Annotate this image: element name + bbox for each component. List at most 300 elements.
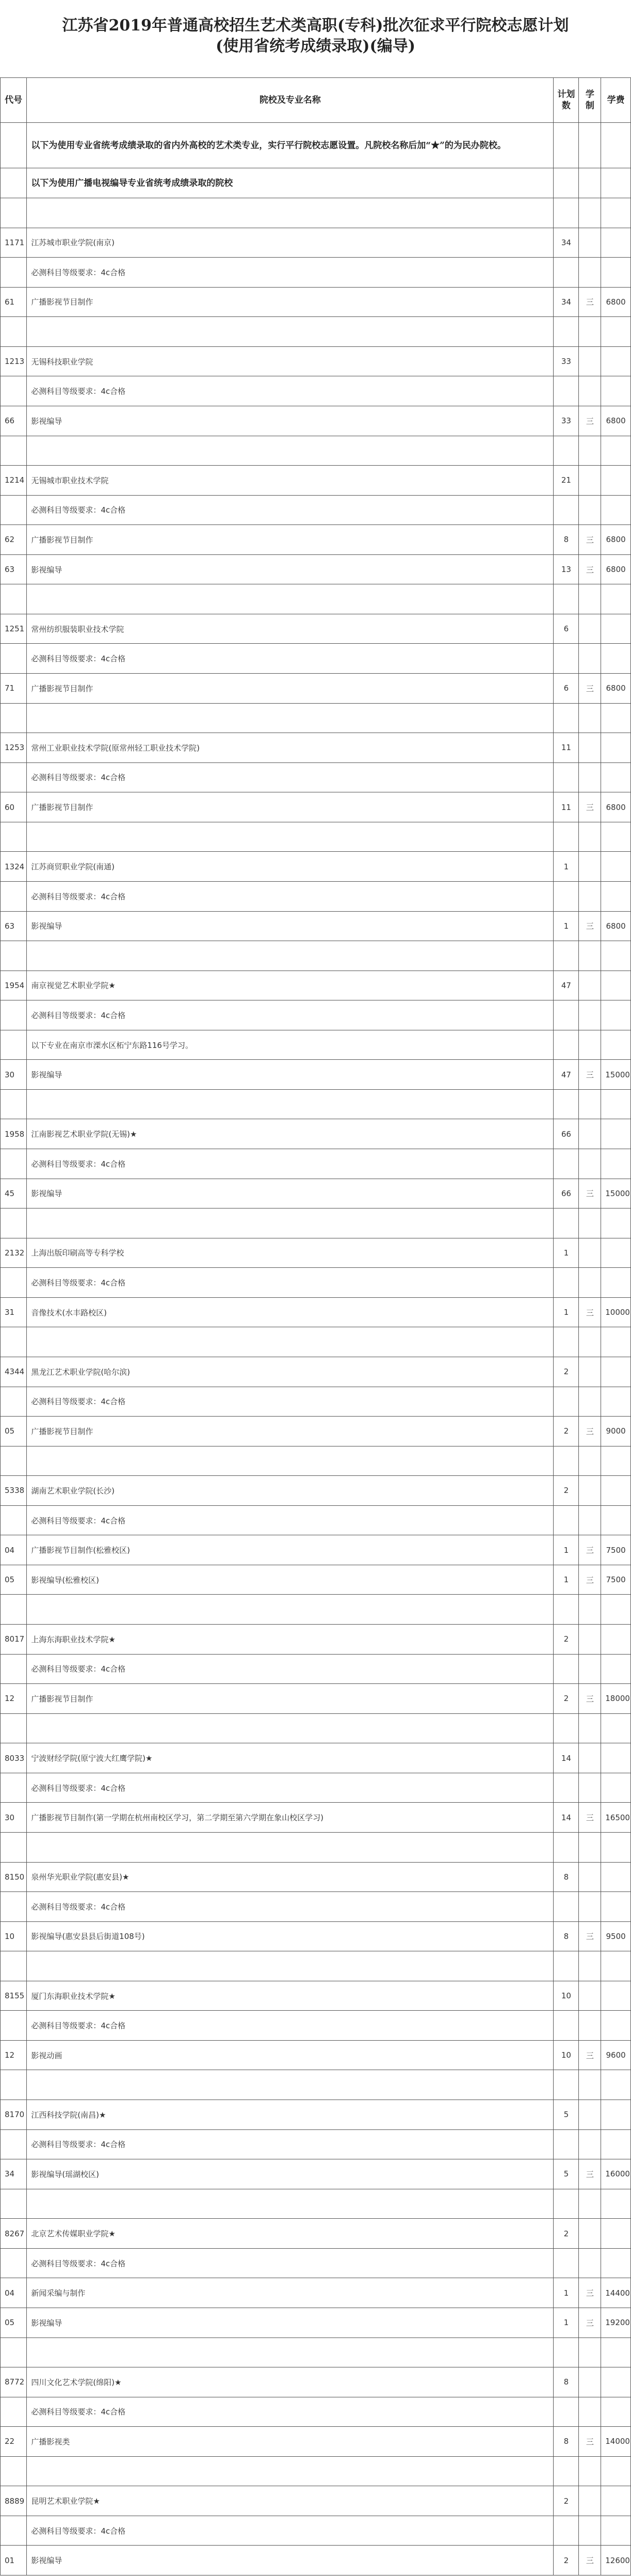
fee-cell: 10000	[601, 1297, 631, 1327]
fee-cell	[601, 1713, 631, 1743]
plan-count-cell	[554, 1832, 579, 1862]
fee-cell	[601, 2189, 631, 2219]
table-row	[1, 762, 631, 792]
plan-count-cell	[554, 1209, 579, 1238]
plan-count-cell	[554, 1089, 579, 1119]
table-row	[1, 258, 631, 288]
name-cell: 影视编导(惠安县县后街道108号)	[27, 1921, 554, 1951]
name-cell: 广播影视节目制作(松雅校区)	[27, 1535, 554, 1565]
table-row	[1, 2397, 631, 2427]
table-row	[1, 1505, 631, 1535]
name-cell: 必测科目等级要求：4c合格	[27, 881, 554, 911]
plan-count-cell: 1	[554, 1238, 579, 1268]
title-line-2: (使用省统考成绩录取)(编导)	[216, 37, 415, 55]
years-cell	[579, 971, 601, 1000]
table-row	[1, 911, 631, 941]
fee-cell	[601, 1862, 631, 1892]
table-row	[1, 2516, 631, 2546]
code-cell	[1, 198, 27, 228]
table-row	[1, 1832, 631, 1862]
note-cell	[601, 168, 631, 198]
table-row	[1, 1535, 631, 1565]
code-cell	[1, 1030, 27, 1060]
fee-cell	[601, 1149, 631, 1179]
code-cell	[1, 584, 27, 614]
fee-cell: 19200	[601, 2308, 631, 2338]
name-cell	[27, 941, 554, 971]
years-cell	[579, 1357, 601, 1387]
fee-cell	[601, 762, 631, 792]
code-cell: 31	[1, 1297, 27, 1327]
years-cell	[579, 584, 601, 614]
table-row	[1, 733, 631, 763]
table-row	[1, 1625, 631, 1655]
table-row	[1, 1921, 631, 1951]
years-cell	[579, 198, 601, 228]
plan-count-cell: 47	[554, 1060, 579, 1090]
code-cell: 8155	[1, 1981, 27, 2011]
years-cell	[579, 258, 601, 288]
note-broadcast-directing: 以下为使用广播电视编导专业省统考成绩录取的院校	[27, 168, 554, 198]
name-cell: 必测科目等级要求：4c合格	[27, 2129, 554, 2159]
years-cell	[579, 1476, 601, 1506]
code-cell: 60	[1, 792, 27, 822]
table-row	[1, 1773, 631, 1803]
note-cell	[579, 168, 601, 198]
name-cell: 四川文化艺术学院(绵阳)★	[27, 2367, 554, 2397]
plan-count-cell: 1	[554, 852, 579, 882]
name-cell: 影视编导	[27, 911, 554, 941]
fee-cell	[601, 2397, 631, 2427]
plan-count-cell: 66	[554, 1119, 579, 1149]
code-cell: 30	[1, 1803, 27, 1833]
name-cell: 必测科目等级要求：4c合格	[27, 2248, 554, 2278]
plan-count-cell: 2	[554, 1417, 579, 1446]
fee-cell: 9600	[601, 2040, 631, 2070]
name-cell: 必测科目等级要求：4c合格	[27, 1773, 554, 1803]
table-row	[1, 1149, 631, 1179]
table-row	[1, 941, 631, 971]
fee-cell	[601, 1951, 631, 1981]
name-cell: 昆明艺术职业学院★	[27, 2486, 554, 2516]
name-cell: 必测科目等级要求：4c合格	[27, 1268, 554, 1298]
code-cell: 1958	[1, 1119, 27, 1149]
fee-cell: 6800	[601, 525, 631, 555]
fee-cell	[601, 2486, 631, 2516]
years-cell	[579, 1268, 601, 1298]
code-cell	[1, 1149, 27, 1179]
table-row	[1, 852, 631, 882]
fee-cell: 6800	[601, 406, 631, 436]
years-cell: 三	[579, 1297, 601, 1327]
table-row	[1, 198, 631, 228]
plan-count-cell	[554, 1595, 579, 1625]
name-cell: 广播影视节目制作(第一学期在杭州南校区学习，第二学期至第六学期在象山校区学习)	[27, 1803, 554, 1833]
code-cell	[1, 1505, 27, 1535]
name-cell: 必测科目等级要求：4c合格	[27, 2011, 554, 2041]
years-cell	[579, 2070, 601, 2100]
table-row	[1, 317, 631, 347]
table-row	[1, 2546, 631, 2575]
table-row	[1, 1565, 631, 1595]
table-row	[1, 1268, 631, 1298]
code-cell: 8033	[1, 1743, 27, 1773]
name-cell: 广播影视节目制作	[27, 1684, 554, 1714]
years-cell	[579, 1773, 601, 1803]
table-row	[1, 614, 631, 644]
years-cell	[579, 495, 601, 525]
years-cell	[579, 1149, 601, 1179]
years-cell: 三	[579, 674, 601, 704]
years-cell	[579, 466, 601, 496]
code-cell: 8017	[1, 1625, 27, 1655]
plan-count-cell: 8	[554, 1921, 579, 1951]
code-cell: 05	[1, 1565, 27, 1595]
plan-count-cell: 34	[554, 287, 579, 317]
code-cell: 4344	[1, 1357, 27, 1387]
plan-count-cell	[554, 258, 579, 288]
name-cell: 南京视觉艺术职业学院★	[27, 971, 554, 1000]
code-cell	[1, 1446, 27, 1476]
table-row	[1, 1209, 631, 1238]
years-cell: 三	[579, 554, 601, 584]
code-cell	[1, 2338, 27, 2367]
plan-count-cell: 34	[554, 228, 579, 258]
plan-count-cell	[554, 376, 579, 406]
note-private-colleges: 以下为使用专业省统考成绩录取的省内外高校的艺术类专业，实行平行院校志愿设置。凡院校名称后加“★”的为民办院校。	[27, 123, 554, 168]
header-years: 学制	[579, 78, 601, 123]
table-row	[1, 287, 631, 317]
years-cell	[579, 1862, 601, 1892]
years-cell	[579, 881, 601, 911]
code-cell: 8170	[1, 2100, 27, 2130]
table-row	[1, 1297, 631, 1327]
fee-cell	[601, 1209, 631, 1238]
plan-count-cell	[554, 822, 579, 852]
table-row	[1, 1119, 631, 1149]
fee-cell	[601, 881, 631, 911]
table-row	[1, 1089, 631, 1119]
code-cell	[1, 2070, 27, 2100]
table-row	[1, 1862, 631, 1892]
code-cell: 1213	[1, 346, 27, 376]
plan-count-cell	[554, 1387, 579, 1417]
table-row	[1, 2159, 631, 2189]
table-row	[1, 1684, 631, 1714]
table-row	[1, 1417, 631, 1446]
code-cell	[1, 703, 27, 733]
years-cell	[579, 762, 601, 792]
fee-cell	[601, 258, 631, 288]
plan-count-cell: 14	[554, 1803, 579, 1833]
code-cell	[1, 2516, 27, 2546]
note-row-broadcast	[1, 168, 631, 198]
table-row	[1, 346, 631, 376]
code-cell	[1, 1387, 27, 1417]
name-cell	[27, 1327, 554, 1357]
fee-cell	[601, 852, 631, 882]
plan-count-cell: 33	[554, 406, 579, 436]
fee-cell: 6800	[601, 287, 631, 317]
name-cell: 必测科目等级要求：4c合格	[27, 1892, 554, 1922]
plan-count-cell: 47	[554, 971, 579, 1000]
code-cell	[1, 941, 27, 971]
plan-count-cell	[554, 1000, 579, 1030]
code-cell	[1, 1832, 27, 1862]
plan-count-cell: 2	[554, 1357, 579, 1387]
name-cell: 厦门东海职业技术学院★	[27, 1981, 554, 2011]
fee-cell	[601, 1387, 631, 1417]
table-row	[1, 1892, 631, 1922]
table-row	[1, 822, 631, 852]
table-row	[1, 1743, 631, 1773]
code-cell: 66	[1, 406, 27, 436]
code-cell: 04	[1, 1535, 27, 1565]
years-cell	[579, 1981, 601, 2011]
fee-cell	[601, 2367, 631, 2397]
code-cell	[1, 2248, 27, 2278]
table-row	[1, 2070, 631, 2100]
name-cell	[27, 2189, 554, 2219]
name-cell: 影视编导(松雅校区)	[27, 1565, 554, 1595]
table-row	[1, 2367, 631, 2397]
table-row	[1, 1951, 631, 1981]
plan-count-cell	[554, 881, 579, 911]
name-cell: 新闻采编与制作	[27, 2278, 554, 2308]
fee-cell	[601, 466, 631, 496]
plan-count-cell: 2	[554, 1684, 579, 1714]
name-cell: 广播影视节目制作	[27, 1417, 554, 1446]
table-row	[1, 436, 631, 466]
fee-cell	[601, 1981, 631, 2011]
code-cell: 63	[1, 554, 27, 584]
plan-count-cell	[554, 1951, 579, 1981]
code-cell	[1, 2129, 27, 2159]
fee-cell	[601, 1654, 631, 1684]
note-code-cell	[1, 123, 27, 168]
name-cell: 影视编导	[27, 1060, 554, 1090]
enrollment-plan-table	[0, 77, 631, 2575]
fee-cell: 15000	[601, 1060, 631, 1090]
years-cell	[579, 1951, 601, 1981]
name-cell	[27, 1713, 554, 1743]
code-cell	[1, 1268, 27, 1298]
plan-count-cell: 14	[554, 1743, 579, 1773]
code-cell: 71	[1, 674, 27, 704]
header-name: 院校及专业名称	[27, 78, 554, 123]
name-cell: 北京艺术传媒职业学院★	[27, 2219, 554, 2249]
years-cell	[579, 1030, 601, 1060]
fee-cell	[601, 1743, 631, 1773]
plan-count-cell: 8	[554, 1862, 579, 1892]
code-cell: 8889	[1, 2486, 27, 2516]
fee-cell	[601, 971, 631, 1000]
fee-cell	[601, 346, 631, 376]
fee-cell	[601, 1030, 631, 1060]
plan-count-cell	[554, 2011, 579, 2041]
fee-cell: 7500	[601, 1565, 631, 1595]
years-cell: 三	[579, 1921, 601, 1951]
years-cell: 三	[579, 1803, 601, 1833]
table-row	[1, 406, 631, 436]
name-cell: 必测科目等级要求：4c合格	[27, 376, 554, 406]
name-cell	[27, 317, 554, 347]
years-cell: 三	[579, 287, 601, 317]
years-cell	[579, 644, 601, 674]
name-cell	[27, 1446, 554, 1476]
fee-cell	[601, 2129, 631, 2159]
table-row	[1, 644, 631, 674]
fee-cell	[601, 436, 631, 466]
years-cell	[579, 1089, 601, 1119]
name-cell: 广播影视节目制作	[27, 792, 554, 822]
name-cell: 音像技术(水丰路校区)	[27, 1297, 554, 1327]
plan-count-cell: 11	[554, 733, 579, 763]
code-cell: 45	[1, 1179, 27, 1209]
fee-cell	[601, 703, 631, 733]
code-cell	[1, 644, 27, 674]
fee-cell: 16000	[601, 2159, 631, 2189]
years-cell	[579, 2486, 601, 2516]
plan-count-cell: 10	[554, 2040, 579, 2070]
fee-cell	[601, 2070, 631, 2100]
code-cell: 1954	[1, 971, 27, 1000]
table-row	[1, 1981, 631, 2011]
plan-count-cell: 1	[554, 1535, 579, 1565]
code-cell	[1, 1654, 27, 1684]
name-cell: 江苏城市职业学院(南京)	[27, 228, 554, 258]
years-cell	[579, 1713, 601, 1743]
table-row	[1, 228, 631, 258]
fee-cell	[601, 2516, 631, 2546]
code-cell: 04	[1, 2278, 27, 2308]
name-cell	[27, 436, 554, 466]
plan-count-cell	[554, 2248, 579, 2278]
plan-count-cell: 1	[554, 2278, 579, 2308]
name-cell: 广播影视节目制作	[27, 674, 554, 704]
code-cell	[1, 762, 27, 792]
plan-count-cell: 8	[554, 525, 579, 555]
years-cell	[579, 1505, 601, 1535]
plan-count-cell	[554, 436, 579, 466]
table-row	[1, 1030, 631, 1060]
name-cell: 以下专业在南京市溧水区柘宁东路116号学习。	[27, 1030, 554, 1060]
note-row-private	[1, 123, 631, 168]
fee-cell	[601, 584, 631, 614]
code-cell	[1, 1951, 27, 1981]
table-row	[1, 1713, 631, 1743]
years-cell	[579, 1743, 601, 1773]
years-cell	[579, 941, 601, 971]
years-cell	[579, 2248, 601, 2278]
name-cell: 影视编导	[27, 2546, 554, 2575]
plan-count-cell	[554, 644, 579, 674]
years-cell	[579, 2397, 601, 2427]
plan-count-cell	[554, 198, 579, 228]
plan-count-cell	[554, 1773, 579, 1803]
plan-count-cell: 66	[554, 1179, 579, 1209]
plan-count-cell	[554, 1327, 579, 1357]
header-plan-count: 计划数	[554, 78, 579, 123]
name-cell	[27, 1089, 554, 1119]
code-cell	[1, 2189, 27, 2219]
code-cell	[1, 436, 27, 466]
fee-cell	[601, 1625, 631, 1655]
years-cell	[579, 1625, 601, 1655]
code-cell: 34	[1, 2159, 27, 2189]
years-cell: 三	[579, 2159, 601, 2189]
table-row	[1, 1446, 631, 1476]
note-cell	[554, 168, 579, 198]
code-cell	[1, 2397, 27, 2427]
code-cell	[1, 1773, 27, 1803]
years-cell	[579, 1209, 601, 1238]
name-cell	[27, 584, 554, 614]
plan-count-cell: 8	[554, 2427, 579, 2457]
name-cell: 常州工业职业技术学院(原常州轻工职业技术学院)	[27, 733, 554, 763]
fee-cell: 18000	[601, 1684, 631, 1714]
years-cell: 三	[579, 1684, 601, 1714]
years-cell	[579, 2011, 601, 2041]
code-cell: 1171	[1, 228, 27, 258]
code-cell	[1, 1892, 27, 1922]
years-cell: 三	[579, 2308, 601, 2338]
plan-count-cell: 10	[554, 1981, 579, 2011]
plan-count-cell: 1	[554, 911, 579, 941]
years-cell	[579, 317, 601, 347]
note-code-cell	[1, 168, 27, 198]
fee-cell	[601, 1832, 631, 1862]
fee-cell: 12600	[601, 2546, 631, 2575]
name-cell: 上海出版印刷高等专科学校	[27, 1238, 554, 1268]
table-row	[1, 1654, 631, 1684]
years-cell: 三	[579, 1179, 601, 1209]
fee-cell: 9500	[601, 1921, 631, 1951]
fee-cell	[601, 1238, 631, 1268]
name-cell: 广播影视节目制作	[27, 287, 554, 317]
table-row	[1, 2129, 631, 2159]
name-cell: 必测科目等级要求：4c合格	[27, 1149, 554, 1179]
code-cell: 30	[1, 1060, 27, 1090]
table-row	[1, 1803, 631, 1833]
plan-count-cell: 8	[554, 2367, 579, 2397]
code-cell	[1, 1595, 27, 1625]
code-cell: 12	[1, 2040, 27, 2070]
name-cell: 影视编导(瑶湖校区)	[27, 2159, 554, 2189]
years-cell	[579, 1595, 601, 1625]
table-row	[1, 971, 631, 1000]
code-cell: 05	[1, 2308, 27, 2338]
years-cell	[579, 2456, 601, 2486]
code-cell	[1, 495, 27, 525]
name-cell: 广播影视类	[27, 2427, 554, 2457]
name-cell: 必测科目等级要求：4c合格	[27, 644, 554, 674]
fee-cell	[601, 1119, 631, 1149]
name-cell: 湖南艺术职业学院(长沙)	[27, 1476, 554, 1506]
name-cell: 广播影视节目制作	[27, 525, 554, 555]
fee-cell: 6800	[601, 911, 631, 941]
table-header-row	[1, 78, 631, 123]
name-cell: 无锡科技职业学院	[27, 346, 554, 376]
plan-count-cell	[554, 703, 579, 733]
code-cell	[1, 822, 27, 852]
name-cell: 必测科目等级要求：4c合格	[27, 762, 554, 792]
years-cell	[579, 1119, 601, 1149]
years-cell	[579, 1892, 601, 1922]
name-cell	[27, 198, 554, 228]
name-cell: 影视动画	[27, 2040, 554, 2070]
years-cell	[579, 2100, 601, 2130]
